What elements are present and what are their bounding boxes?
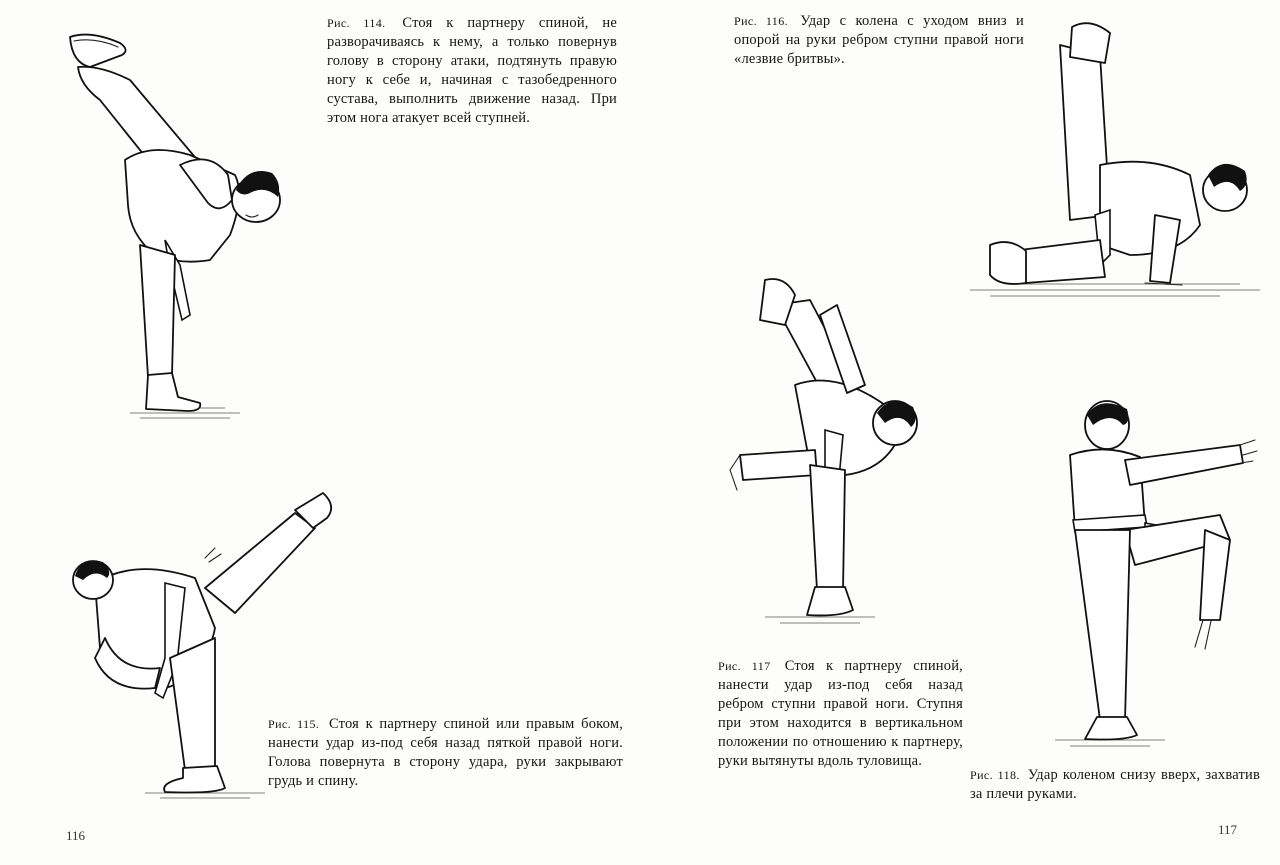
caption-117-label: Рис. 117 — [718, 659, 771, 673]
page-number-right: 117 — [1218, 822, 1238, 837]
figure-116-drawing — [960, 15, 1270, 305]
caption-figure-118 — [970, 766, 1260, 804]
page-number-left: 116 — [66, 828, 86, 843]
caption-114-label: Рис. 114. — [327, 16, 386, 30]
caption-118-text: Удар коленом снизу вверх, захватив за плечи руками. — [970, 767, 1261, 802]
figure-116-illustration — [960, 15, 1270, 305]
figure-114-drawing — [60, 25, 300, 425]
figure-117-illustration — [725, 275, 960, 630]
caption-figure-114 — [327, 14, 617, 128]
caption-114-text: Стоя к партнеру спиной, не разворачиваясь к нему, а только повернув голову в сторону атаки, подтянуть правую ногу к себе и, начиная с тазобедренного сустава, выполнить движение назад. При этом нога атакует всей ступней. — [327, 15, 618, 126]
caption-117-text: Стоя к партнеру спиной, нанести удар из-под себя назад ребром ступни правой ноги. Ступня при этом находится в вертикальном положении по отношению к партнеру, руки вытянуты вдоль туловища. — [718, 658, 964, 769]
figure-118-drawing — [1045, 395, 1260, 750]
caption-116-text: Удар с колена с уходом вниз и опорой на руки ребром ступни правой ноги «лезвие бритвы». — [734, 13, 1024, 67]
caption-116-label: Рис. 116. — [734, 14, 789, 28]
right-page — [640, 0, 1280, 865]
caption-118-label: Рис. 118. — [970, 768, 1020, 782]
figure-118-illustration — [1045, 395, 1260, 750]
caption-115-text: Стоя к партнеру спиной или правым боком, нанести удар из-под себя назад пяткой правой ноги. Голова повернута в сторону удара, руки закрывают грудь и спину. — [268, 716, 624, 789]
figure-114-illustration — [60, 25, 300, 425]
caption-115-label: Рис. 115. — [268, 717, 320, 731]
figure-117-drawing — [725, 275, 960, 630]
caption-figure-117 — [718, 657, 963, 771]
caption-figure-115 — [268, 715, 623, 791]
